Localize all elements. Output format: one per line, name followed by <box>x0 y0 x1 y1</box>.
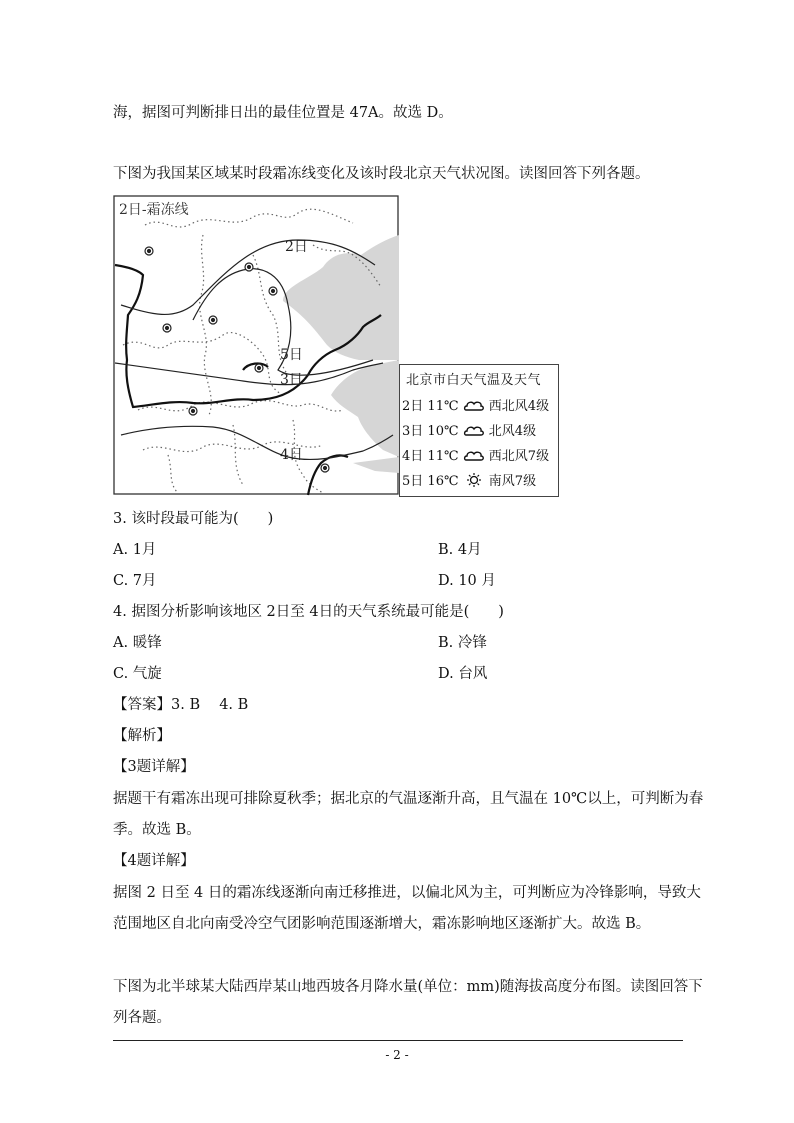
legend-day: 2日 <box>402 399 424 414</box>
q4-option-c: C. 气旋 <box>113 666 162 682</box>
beijing-weather-legend <box>399 364 559 497</box>
q4-option-d: D. 台风 <box>438 666 488 682</box>
legend-temp: 16℃ <box>427 474 459 489</box>
q3-option-b: B. 4月 <box>438 542 482 558</box>
q3-explanation-2: 季。故选 B。 <box>113 822 201 838</box>
q4-stem: 4. 据图分析影响该地区 2日至 4日的天气系统最可能是( ) <box>113 604 504 620</box>
label-day4: 4日 <box>280 447 303 463</box>
legend-title: 北京市白天气温及天气 <box>406 373 542 388</box>
legend-day: 3日 <box>402 424 424 439</box>
footer-rule <box>113 1040 683 1041</box>
legend-day: 4日 <box>402 449 424 464</box>
paragraph-intro: 下图为我国某区域某时段霜冻线变化及该时段北京天气状况图。读图回答下列各题。 <box>113 166 650 182</box>
answer-line: 【答案】3. B 4. B <box>113 697 249 713</box>
q3-option-a: A. 1月 <box>113 542 157 558</box>
q3-stem: 3. 该时段最可能为( ) <box>113 511 274 527</box>
next-intro-1: 下图为北半球某大陆西岸某山地西坡各月降水量(单位：mm)随海拔高度分布图。读图回答下 <box>113 979 703 995</box>
q3-option-d: D. 10 月 <box>438 573 496 589</box>
q3-detail-heading: 【3题详解】 <box>113 759 195 775</box>
legend-day: 5日 <box>402 474 424 489</box>
q4-option-a: A. 暖锋 <box>113 635 162 651</box>
q3-option-c: C. 7月 <box>113 573 157 589</box>
cloudy-icon <box>463 423 485 437</box>
legend-temp: 10℃ <box>427 424 459 439</box>
legend-row <box>402 470 536 489</box>
legend-row <box>402 445 549 464</box>
q4-explanation-2: 范围地区自北向南受冷空气团影响范围逐渐增大，霜冻影响地区逐渐扩大。故选 B。 <box>113 916 651 932</box>
q3-explanation-1: 据题干有霜冻出现可排除夏秋季；据北京的气温逐渐升高，且气温在 10℃以上，可判断为春 <box>113 791 704 807</box>
sun-icon <box>463 473 485 487</box>
cloudy-icon <box>463 448 485 462</box>
q4-explanation-1: 据图 2 日至 4 日的霜冻线逐渐向南迁移推进，以偏北风为主，可判断应为冷锋影响，导致大 <box>113 885 701 901</box>
q4-option-b: B. 冷锋 <box>438 635 487 651</box>
label-day3: 3日 <box>280 372 303 388</box>
paragraph-previous-answer: 海，据图可判断排日出的最佳位置是 47A。故选 D。 <box>113 105 453 121</box>
legend-row <box>402 420 536 439</box>
legend-wind: 北风4级 <box>488 424 537 439</box>
legend-temp: 11℃ <box>427 399 459 414</box>
cloudy-icon <box>463 398 485 412</box>
page-number: - 2 - <box>385 1048 409 1062</box>
map-title: 2日-霜冻线 <box>119 202 189 218</box>
legend-temp: 11℃ <box>427 449 459 464</box>
label-day2: 2日 <box>285 239 308 255</box>
legend-wind: 南风7级 <box>488 474 537 489</box>
legend-row <box>402 395 549 414</box>
legend-wind: 西北风7级 <box>488 449 550 464</box>
q4-detail-heading: 【4题详解】 <box>113 853 195 869</box>
analysis-heading: 【解析】 <box>113 728 171 744</box>
label-day5: 5日 <box>280 347 303 363</box>
next-intro-2: 列各题。 <box>113 1010 171 1026</box>
legend-wind: 西北风4级 <box>488 399 550 414</box>
